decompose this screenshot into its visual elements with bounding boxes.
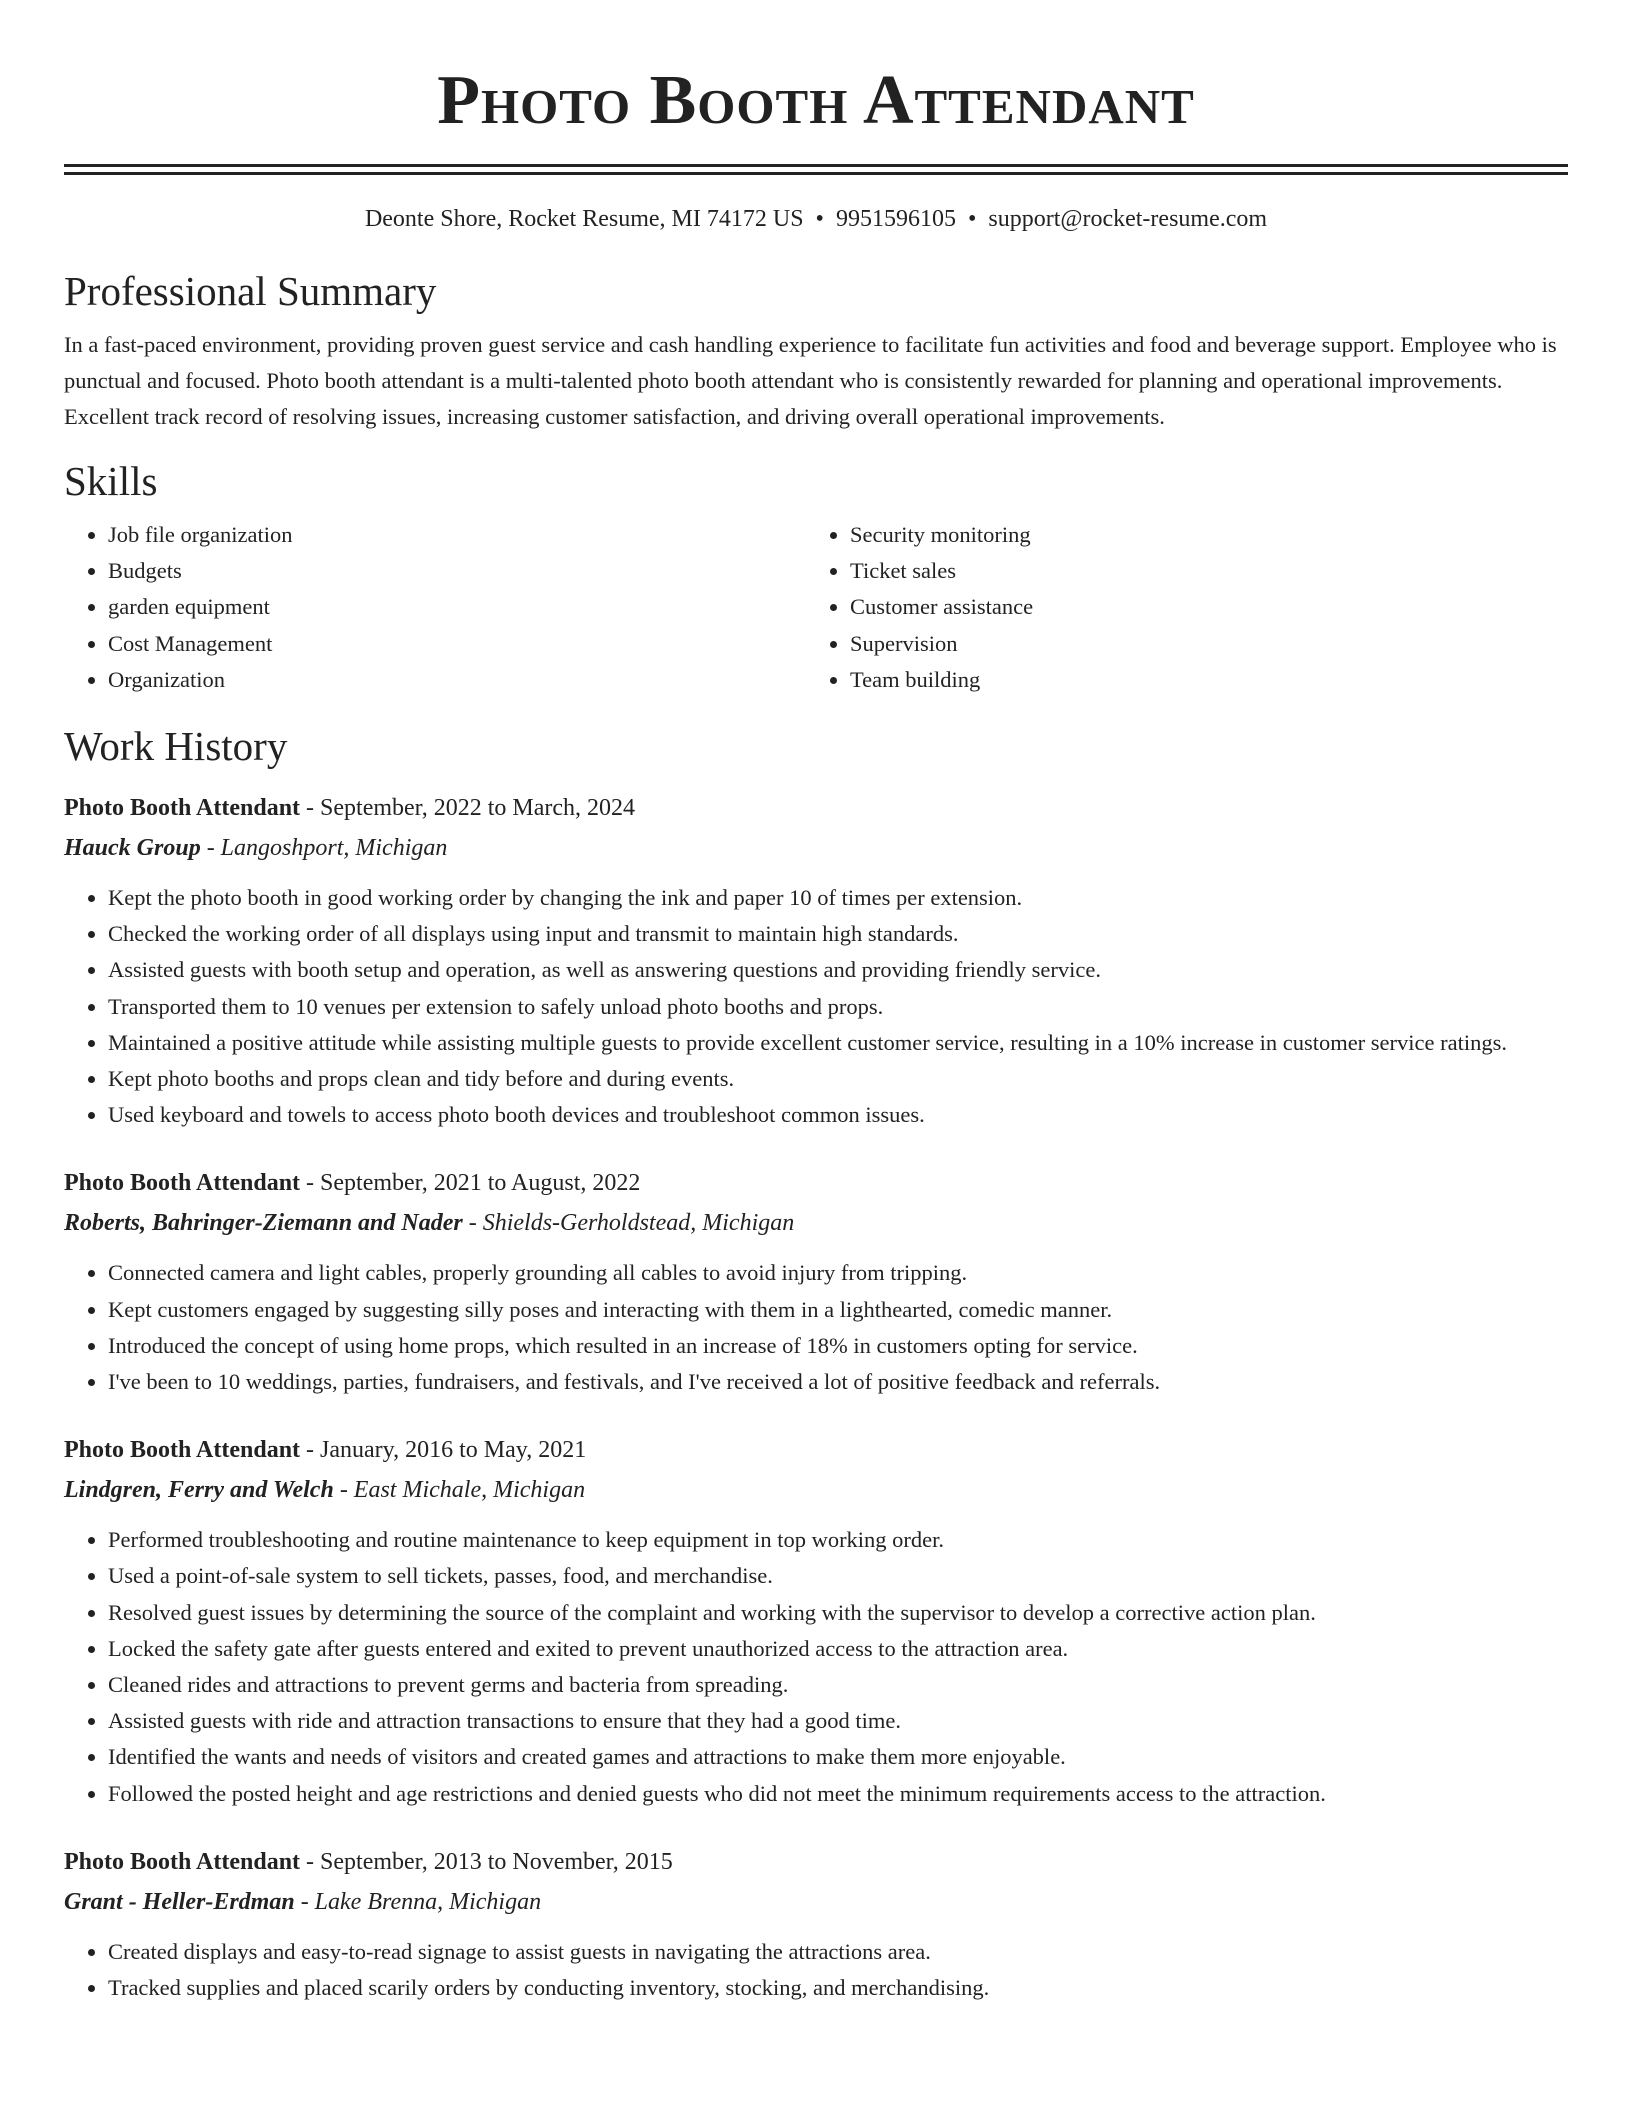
company-location: - Langoshport, Michigan <box>200 835 448 862</box>
skill-item: • Ticket sales <box>850 553 1548 589</box>
company-name: Lindgren, Ferry and Welch <box>64 1477 334 1504</box>
job-bullet: • Assisted guests with ride and attraction transactions to ensure that they had a good time. <box>108 1703 1568 1739</box>
job-title-line <box>64 1430 1568 1470</box>
summary-heading: Professional Summary <box>64 268 437 314</box>
job-bullets <box>64 880 1568 1133</box>
job-dates: - September, 2013 to November, 2015 <box>300 1848 673 1875</box>
skill-item: • Cost Management <box>108 626 806 662</box>
resume-title: Photo Booth Attendant <box>437 62 1195 139</box>
skills-list <box>64 517 1568 698</box>
company-location: - Lake Brenna, Michigan <box>294 1888 542 1915</box>
skills-column-right <box>806 517 1548 698</box>
job-entry <box>64 788 1568 1133</box>
company-location: - Shields-Gerholdstead, Michigan <box>462 1210 795 1237</box>
company-name: Roberts, Bahringer-Ziemann and Nader <box>64 1210 463 1237</box>
job-title: Photo Booth Attendant <box>64 795 301 822</box>
title-double-rule <box>64 164 1568 175</box>
contact-address: Deonte Shore, Rocket Resume, MI 74172 US <box>364 206 804 232</box>
skill-item: • Job file organization <box>108 517 806 553</box>
job-bullets <box>64 1255 1568 1400</box>
job-bullet: • Cleaned rides and attractions to prevent germs and bacteria from spreading. <box>108 1667 1568 1703</box>
company-line <box>64 1203 1568 1243</box>
job-bullet: • Checked the working order of all displays using input and transmit to maintain high standards. <box>108 916 1568 952</box>
job-title: Photo Booth Attendant <box>64 1848 301 1875</box>
job-title: Photo Booth Attendant <box>64 1437 301 1464</box>
contact-separator: • <box>815 206 824 232</box>
job-bullet: • Tracked supplies and placed scarily orders by conducting inventory, stocking, and merchandising. <box>108 1970 1568 2006</box>
job-bullets <box>64 1522 1568 1812</box>
contact-phone: 9951596105 <box>835 206 956 232</box>
job-entry <box>64 1430 1568 1812</box>
job-bullet: • Kept the photo booth in good working order by changing the ink and paper 10 of times per extension. <box>108 880 1568 916</box>
job-bullet: • Created displays and easy-to-read signage to assist guests in navigating the attractions area. <box>108 1934 1568 1970</box>
contact-line <box>64 203 1568 235</box>
skill-item: • garden equipment <box>108 589 806 625</box>
job-dates: - January, 2016 to May, 2021 <box>300 1437 587 1464</box>
job-bullet: • Performed troubleshooting and routine maintenance to keep equipment in top working order. <box>108 1522 1568 1558</box>
job-bullet: • Connected camera and light cables, properly grounding all cables to avoid injury from tripping. <box>108 1255 1568 1291</box>
work-history-heading: Work History <box>64 723 288 770</box>
job-title-line <box>64 788 1568 828</box>
skill-item: • Team building <box>850 662 1548 698</box>
job-dates: - September, 2022 to March, 2024 <box>300 795 635 822</box>
skills-column-left <box>64 517 806 698</box>
job-bullet: • Introduced the concept of using home props, which resulted in an increase of 18% in customers opting for service. <box>108 1328 1568 1364</box>
skill-item: • Organization <box>108 662 806 698</box>
job-title: Photo Booth Attendant <box>64 1170 301 1197</box>
company-line <box>64 1882 1568 1922</box>
company-name: Hauck Group <box>64 835 201 862</box>
skill-item: • Security monitoring <box>850 517 1548 553</box>
skills-heading: Skills <box>64 458 158 504</box>
company-location: - East Michale, Michigan <box>333 1477 586 1504</box>
job-bullet: • Assisted guests with booth setup and operation, as well as answering questions and providing friendly service. <box>108 952 1568 988</box>
job-bullet: • Maintained a positive attitude while assisting multiple guests to provide excellent customer service, resulting in a 10% increase in customer service ratings. <box>108 1025 1568 1061</box>
job-bullet: • I've been to 10 weddings, parties, fundraisers, and festivals, and I've received a lot of positive feedback and referrals. <box>108 1364 1568 1400</box>
job-bullet: • Identified the wants and needs of visitors and created games and attractions to make them more enjoyable. <box>108 1739 1568 1775</box>
contact-email: support@rocket-resume.com <box>988 206 1268 232</box>
job-bullet: • Used keyboard and towels to access photo booth devices and troubleshoot common issues. <box>108 1097 1568 1133</box>
job-bullet: • Kept photo booths and props clean and tidy before and during events. <box>108 1061 1568 1097</box>
company-line <box>64 828 1568 868</box>
skill-item: • Supervision <box>850 626 1548 662</box>
job-dates: - September, 2021 to August, 2022 <box>300 1170 641 1197</box>
job-entry <box>64 1842 1568 2006</box>
skill-item: • Customer assistance <box>850 589 1548 625</box>
job-entry <box>64 1163 1568 1400</box>
company-name: Grant - Heller-Erdman <box>64 1888 295 1915</box>
job-bullet: • Transported them to 10 venues per extension to safely unload photo booths and props. <box>108 989 1568 1025</box>
job-bullet: • Kept customers engaged by suggesting silly poses and interacting with them in a lighthearted, comedic manner. <box>108 1292 1568 1328</box>
job-bullet: • Resolved guest issues by determining the source of the complaint and working with the supervisor to develop a corrective action plan. <box>108 1595 1568 1631</box>
job-title-line <box>64 1163 1568 1203</box>
job-bullet: • Followed the posted height and age restrictions and denied guests who did not meet the minimum requirements access to the attraction. <box>108 1776 1568 1812</box>
job-bullets <box>64 1934 1568 2006</box>
job-bullet: • Locked the safety gate after guests entered and exited to prevent unauthorized access to the attraction area. <box>108 1631 1568 1667</box>
contact-separator: • <box>967 206 977 232</box>
company-line <box>64 1470 1568 1510</box>
summary-text: In a fast-paced environment, providing proven guest service and cash handling experience to facilitate fun activities and food and beverage support. Employee who is punctual and focused. Photo booth attendant is a multi-talented photo booth attendant who is consistently rewarded for planning and operational improvements. Excellent track record of resolving issues, increasing customer satisfaction, and driving overall operational improvements. <box>64 332 1557 429</box>
skill-item: • Budgets <box>108 553 806 589</box>
job-bullet: • Used a point-of-sale system to sell tickets, passes, food, and merchandise. <box>108 1558 1568 1594</box>
job-title-line <box>64 1842 1568 1882</box>
